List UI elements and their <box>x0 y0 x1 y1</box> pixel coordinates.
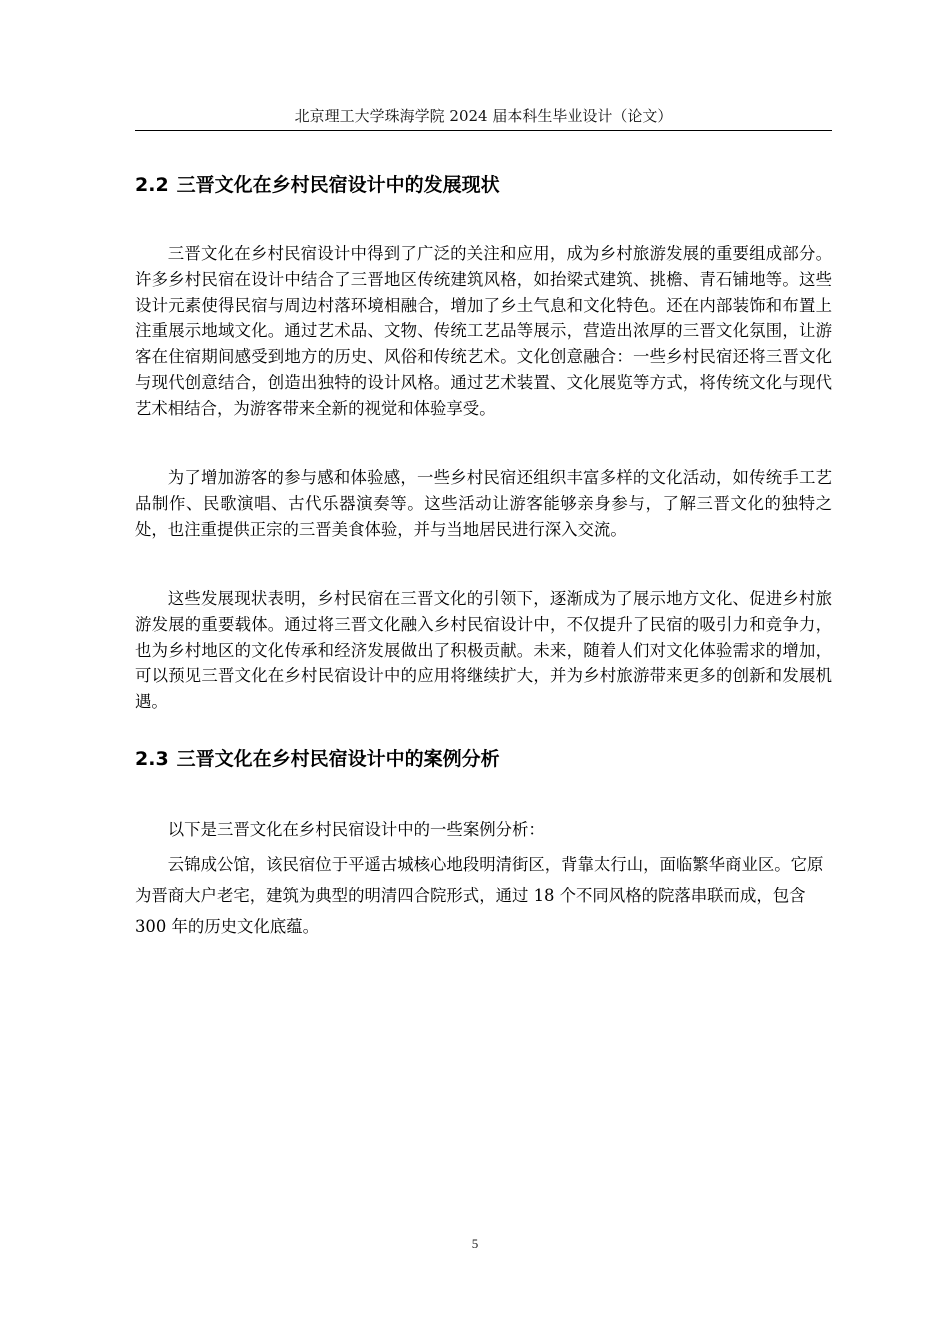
section-number: 2.3 <box>135 748 169 770</box>
paragraph: 云锦成公馆，该民宿位于平遥古城核心地段明清街区，背靠太行山，面临繁华商业区。它原为晋商大户老宅，建筑为典型的明清四合院形式，通过 18 个不同风格的院落串联而成，包含 300 年的历史文化底蕴。 <box>135 855 824 936</box>
paragraph: 三晋文化在乡村民宿设计中得到了广泛的关注和应用，成为乡村旅游发展的重要组成部分。许多乡村民宿在设计中结合了三晋地区传统建筑风格，如抬梁式建筑、挑檐、青石铺地等。这些设计元素使得民宿与周边村落环境相融合，增加了乡土气息和文化特色。还在内部装饰和布置上注重展示地域文化。通过艺术品、文物、传统工艺品等展示，营造出浓厚的三晋文化氛围，让游客在住宿期间感受到地方的历史、风俗和传统艺术。文化创意融合：一些乡村民宿还将三晋文化与现代创意结合，创造出独特的设计风格。通过艺术装置、文化展览等方式，将传统文化与现代艺术相结合，为游客带来全新的视觉和体验享受。 <box>135 244 832 418</box>
page-number: 5 <box>471 1236 479 1251</box>
header-rule <box>135 130 832 131</box>
paragraph: 这些发展现状表明，乡村民宿在三晋文化的引领下，逐渐成为了展示地方文化、促进乡村旅游发展的重要载体。通过将三晋文化融入乡村民宿设计中，不仅提升了民宿的吸引力和竞争力，也为乡村地区的文化传承和经济发展做出了积极贡献。未来，随着人们对文化体验需求的增加，可以预见三晋文化在乡村民宿设计中的应用将继续扩大，并为乡村旅游带来更多的创新和发展机遇。 <box>135 589 832 712</box>
section-title: 三晋文化在乡村民宿设计中的案例分析 <box>176 748 500 770</box>
paragraph: 以下是三晋文化在乡村民宿设计中的一些案例分析： <box>167 820 545 839</box>
section-heading-2-3 <box>135 745 835 773</box>
paragraph: 为了增加游客的参与感和体验感，一些乡村民宿还组织丰富多样的文化活动，如传统手工艺品制作、民歌演唱、古代乐器演奏等。这些活动让游客能够亲身参与，了解三晋文化的独特之处，也注重提供正宗的三晋美食体验，并与当地居民进行深入交流。 <box>135 468 832 539</box>
section-title: 三晋文化在乡村民宿设计中的发展现状 <box>176 174 500 196</box>
section-number: 2.2 <box>135 174 169 196</box>
section-heading-2-2 <box>135 171 835 199</box>
running-header: 北京理工大学珠海学院 2024 届本科生毕业设计（论文） <box>294 107 673 125</box>
